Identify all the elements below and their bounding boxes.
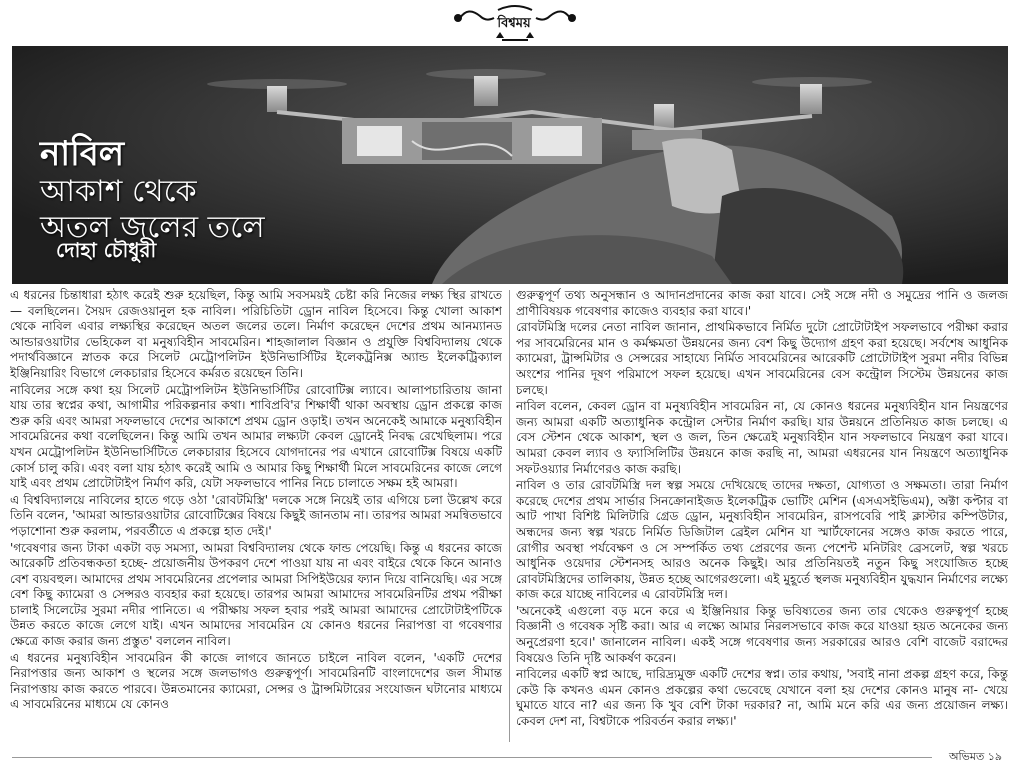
article-paragraph: গুরুত্বপূর্ণ তথ্য অনুসন্ধান ও আদানপ্রদানের কাজ করা যাবে। সেই সঙ্গে নদী ও সমুদ্রের পানি ও জলজ প্রাণীবিষয়ক গবেষণার কাজেও ব্যবহার করা যাবে।' <box>516 288 1008 318</box>
article-paragraph: এ ধরনের মনুষ্যবিহীন সাবমেরিন কী কাজে লাগবে জানতে চাইলে নাবিল বলেন, 'একটি দেশের নিরাপত্তার জন্য আকাশ ও স্থলের সঙ্গে জলভাগও গুরুত্বপূর্ণ। সাবমেরিনটি বাংলাদেশের জল সীমান্ত নিরাপত্তায় কাজ করতে পারবে। উন্নতমানের ক্যামেরা, সেন্সর ও ট্রান্সমিটারের সংযোজন ঘটানোর মাধ্যমে এ সাবমেরিনের মাধ্যমে যে কোনও <box>10 650 502 712</box>
article-paragraph: এ বিশ্ববিদ্যালয়ে নাবিলের হাতে গড়ে ওঠা 'রোবটমিস্ত্রি' দলকে সঙ্গে নিয়েই তার এগিয়ে চলা উল্লেখ করে তিনি বলেন, 'আমরা আন্ডারওয়াটার রোবোটিক্সের বিষয়ে কিছুই জানতাম না। তারপর আমরা সমন্বিতভাবে পড়াশোনা শুরু করলাম, পরবর্তীতে এ প্রকল্পে হাত দেই।' <box>10 492 502 538</box>
article-paragraph: 'অনেকেই এগুলো বড় মনে করে এ ইঞ্জিনিয়ার কিন্তু ভবিষ্যতের জন্য তার থেকেও গুরুত্বপূর্ণ হচ্ছে বিজ্ঞানী ও গবেষক সৃষ্টি করা। আর এ লক্ষ্যে আমার নিরলসভাবে কাজ করে যাওয়া হয়ত অনেকের জন্য অনুপ্রেরণা হবে।' জানালেন নাবিল। একই সঙ্গে গবেষণার জন্য সরকারের আরও বেশি বাজেট বরাদ্দের বিষয়েও তিনি দৃষ্টি আকর্ষণ করেন। <box>516 603 1008 665</box>
article-paragraph: নাবিলের একটি স্বপ্ন আছে, দারিদ্র্যমুক্ত একটি দেশের স্বপ্ন। তার কথায়, 'সবাই নানা প্রকল্প গ্রহণ করে, কিন্তু কেউ কি কখনও এমন কোনও প্রকল্পের কথা ভেবেছে যেখানে বলা হয় দেশের কোনও মানুষ না- খেয়ে ঘুমাতে যাবে না? এর জন্য কি খুব বেশি টাকা দরকার? না, আমি মনে করি এর জন্য প্রয়োজন লক্ষ্য। কেবল দেশ না, বিশ্বটাকে পরিবর্তন করার লক্ষ্য।' <box>516 667 1008 729</box>
article-column-left <box>10 288 502 746</box>
headline-line-1: আকাশ থেকে <box>40 174 197 209</box>
page-header <box>0 0 1024 46</box>
article-paragraph: এ ধরনের চিন্তাধারা হঠাৎ করেই শুরু হয়েছিল, কিন্তু আমি সবসময়ই চেষ্টা করি নিজের লক্ষ্য স্থির রাখতে— বলছিলেন। সৈয়দ রেজওয়ানুল হক নাবিল। পরিচিতিটা ড্রোন নাবিল হিসেবে। কিন্তু খোলা আকাশ থেকে নাবিল এবার লক্ষ্যস্থির করেছেন অতল জলের তলে। নির্মাণ করেছেন দেশের প্রথম আনম্যানড আন্ডারওয়াটার ভেহিকেল বা মনুষ্যবিহীন সাবমেরিন। শাহজালাল বিজ্ঞান ও প্রযুক্তি বিশ্ববিদ্যালয় থেকে পদার্থবিজ্ঞানে স্নাতক করে সিলেট মেট্রোপলিটন ইউনিভার্সিটির ইলেকট্রনিক্স অ্যান্ড ইলেকট্রিক্যাল ইঞ্জিনিয়ারিং বিভাগে লেকচারার হিসেবে কর্মরত রয়েছেন তিনি। <box>10 288 502 380</box>
article-paragraph: রোবটমিস্ত্রি দলের নেতা নাবিল জানান, প্রাথমিকভাবে নির্মিত দুটো প্রোটোটাইপ সফলভাবে পরীক্ষা করার পর সাবমেরিনের মান ও কর্মক্ষমতা উন্নয়নের জন্য বেশ কিছু উদ্যোগ গ্রহণ করা হয়েছে। সর্বশেষ আধুনিক ক্যামেরা, ট্রান্সমিটার ও সেন্সরের সাহায্যে নির্মিত সাবমেরিনের আরেকটি প্রোটোটাইপ সুরমা নদীর বিভিন্ন অংশের পানির দূষণ পরিমাপে সফল হয়েছে। এখন সাবমেরিনের বেস কন্ট্রোল সিস্টেম উন্নয়নের কাজ চলছে। <box>516 320 1008 397</box>
headline-line-2: অতল জলের তলে <box>40 210 265 245</box>
byline: দোহা চৌধুরী <box>56 238 157 262</box>
article-paragraph: নাবিলের সঙ্গে কথা হয় সিলেট মেট্রোপলিটন ইউনিভার্সিটির রোবোটিক্স ল্যাবে। আলাপচারিতায় জানা যায় তার স্বপ্নের কথা, আগামীর পরিকল্পনার কথা। শাবিপ্রবি'র শিক্ষার্থী থাকা অবস্থায় ড্রোন প্রকল্পে কাজ শুরু করি এবং আমরা সফলভাবে দেশের আকাশে প্রথম ড্রোন ওড়াই। তখন অনেকেই আমাকে মনুষ্যবিহীন সাবমেরিনের কথা বলেছিলেন। কিন্তু আমি তখন আমার লক্ষ্যটা কেবল ড্রোনেই নিবদ্ধ রেখেছিলাম। পরে যখন মেট্রোপলিটন ইউনিভার্সিটিতে লেকচারার হিসেবে যোগদানের পর এখানে রোবোটিক্স বিষয়ে একটি কোর্স চালু করি। এবং বলা যায় হঠাৎ করেই আমি ও আমার কিছু শিক্ষার্থী মিলে সাবমেরিনের কাজে লেগে যাই এবং প্রথম প্রোটোটাইপ নির্মাণ করি, যেটা সফলভাবে পানির নিচে চালাতে সক্ষম হই আমরা। <box>10 382 502 491</box>
hero-image <box>12 46 1008 284</box>
footer-rule <box>12 757 932 758</box>
article-paragraph: 'গবেষণার জন্য টাকা একটা বড় সমস্যা, আমরা বিশ্ববিদ্যালয় থেকে ফান্ড পেয়েছি। কিন্তু এ ধরনের কাজে আরেকটি প্রতিবন্ধকতা হচ্ছে- প্রয়োজনীয় উপকরণ দেশে পাওয়া যায় না এবং বাইরে থেকে কিনে আনাও বেশ ব্যয়বহুল। আমাদের প্রথম সাবমেরিনের প্রপেলার আমরা সিপিইউয়ের ফ্যান দিয়ে বানিয়েছি। এর সঙ্গে বেশ কিছু ক্যামেরা ও সেন্সরও ব্যবহার করা হয়েছে। তারপর আমরা আমাদের সাবমেরিনটির প্রথম পরীক্ষা চালাই সিলেটের সুরমা নদীর পানিতে। এ পরীক্ষায় সফল হবার পরই আমরা আমাদের প্রোটোটাইপটিকে উন্নত করতে কাজে লেগে যাই। এখন আমাদের সাবমেরিন যে কোনও ধরনের নিরাপত্তা বা গবেষণার ক্ষেত্রে কাজ করার জন্য প্রস্তুত' বললেন নাবিল। <box>10 540 502 649</box>
headline-name: নাবিল <box>40 134 125 174</box>
page-footer: অভিমত ১৯ <box>948 750 1002 763</box>
column-divider <box>509 290 510 742</box>
article-paragraph: নাবিল বলেন, কেবল ড্রোন বা মনুষ্যবিহীন সাবমেরিন না, যে কোনও ধরনের মনুষ্যবিহীন যান নিয়ন্ত্রণের জন্য আমরা একটি অত্যাধুনিক কন্ট্রোল সেন্টার নির্মাণ করছি। যার উন্নয়নে প্রতিনিয়ত কাজ চলছে। এ বেস স্টেশন থেকে আকাশ, স্থল ও জল, তিন ক্ষেত্রেই মনুষ্যবিহীন যান সফলভাবে নিয়ন্ত্রণ করা যাবে। আমরা কেবল ল্যাব ও ফ্যাসিলিটির উন্নয়নে কাজ করছি না, আমরা এধরনের যান নিয়ন্ত্রণে অত্যাধুনিক সফটওয়্যার নির্মাণেরও কাজ করছি। <box>516 399 1008 476</box>
section-title: বিশ্বময় <box>497 16 531 31</box>
article-column-right <box>516 288 1008 746</box>
headline <box>40 134 265 246</box>
article-paragraph: নাবিল ও তার রোবটমিস্ত্রি দল স্বল্প সময়ে দেখিয়েছে তাদের দক্ষতা, যোগ্যতা ও সক্ষমতা। তারা নির্মাণ করেছে দেশের প্রথম সার্ভার সিনক্রোনাইজড ইলেকট্রিক ভোটিং মেশিন (এসএসইভিএম), অক্টা কপ্টার বা আট পাখা বিশিষ্ট মিলিটারি গ্রেড ড্রোন, মনুষ্যবিহীন সাবমেরিন, রাসপবেরি পাই ক্লাস্টার কম্পিউটার, অন্ধদের জন্য স্বল্প খরচে নির্মিত ডিজিটাল ব্রেইল মেশিন যা স্মার্টফোনের সঙ্গেও কাজ করতে পারে, রোগীর অবস্থা পর্যবেক্ষণ ও সে সম্পর্কিত তথ্য প্রেরণের জন্য পেশেন্ট মনিটরিং ব্রেসলেট, স্বল্প খরচে আধুনিক ওয়েদার স্টেশনসহ আরও অনেক কিছুই। আর প্রতিনিয়তই নতুন কিছু সংযোজিত হচ্ছে রোবটমিস্ত্রিদের তালিকায়, উন্নত হচ্ছে আগেরগুলো। এই মুহূর্তে স্থলজ মনুষ্যবিহীন যুদ্ধযান নির্মাণের লক্ষ্যে কাজ করে যাচ্ছে নাবিলের এ রোবটমিস্ত্রি দল। <box>516 478 1008 602</box>
